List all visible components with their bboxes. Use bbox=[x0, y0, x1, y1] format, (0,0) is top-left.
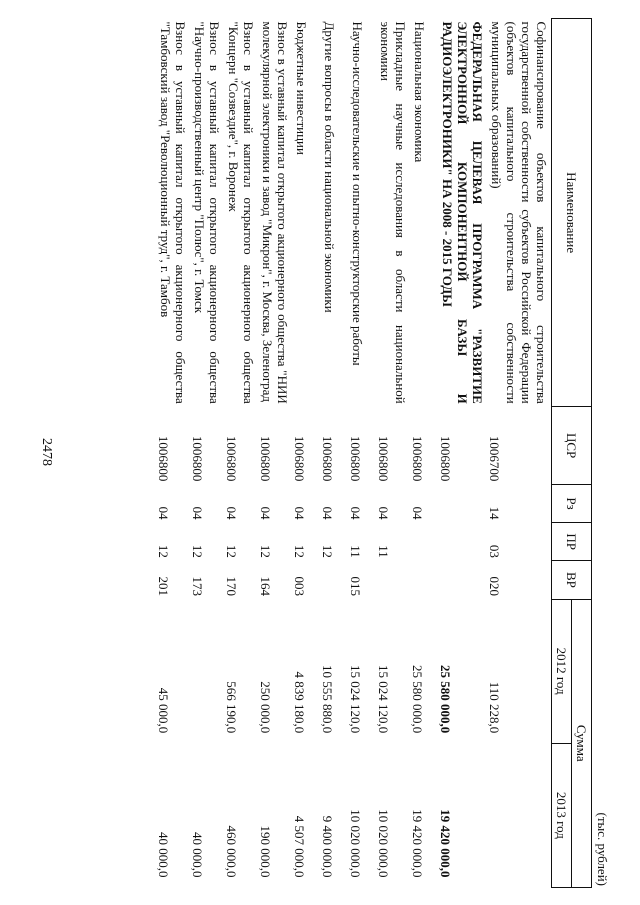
table-row bbox=[156, 19, 190, 888]
row-vr: 015 bbox=[348, 576, 363, 597]
row-vr: 201 bbox=[156, 576, 171, 597]
row-vr: 170 bbox=[224, 576, 239, 597]
header-csr: ЦСР bbox=[552, 407, 592, 485]
table-row bbox=[224, 19, 258, 888]
row-csr: 1006800 bbox=[258, 435, 273, 482]
row-name: Научно-исследовательские и опытно-конструкторские работы bbox=[350, 21, 365, 366]
row-vr: 173 bbox=[190, 576, 205, 597]
row-csr: 1006800 bbox=[438, 435, 453, 482]
row-name: Другие вопросы в области национальной экономики bbox=[322, 21, 337, 313]
row-2013 bbox=[487, 743, 552, 887]
row-csr: 1006800 bbox=[224, 435, 239, 482]
row-name: Прикладные научные исследования в области национальной экономики bbox=[378, 21, 408, 404]
header-2012: 2012 год bbox=[552, 599, 572, 743]
row-vr bbox=[376, 561, 410, 599]
row-csr: 1006800 bbox=[376, 435, 391, 482]
table-row bbox=[258, 19, 292, 888]
header-rz: Рз bbox=[552, 484, 592, 522]
row-name: Взнос в уставный капитал открытого акционерного общества "Концерн "Созвездие", г. Воронеж bbox=[226, 21, 256, 404]
row-2013: 40 000,0 bbox=[156, 832, 171, 878]
table-row bbox=[320, 19, 348, 888]
row-vr bbox=[320, 561, 348, 599]
row-name: Национальная экономика bbox=[412, 21, 427, 163]
table-row bbox=[487, 19, 552, 888]
row-2013: 19 420 000,0 bbox=[410, 809, 425, 878]
row-pr: 12 bbox=[156, 544, 171, 558]
table-body bbox=[156, 19, 552, 888]
header-sum: Сумма bbox=[572, 599, 592, 887]
row-2013: 460 000,0 bbox=[224, 825, 239, 878]
row-2013: 10 020 000,0 bbox=[376, 809, 391, 878]
row-name: Взнос в уставный капитал открытого акционерного общества "НИИ молекулярной электроники и завод "Микрон", г. Москва, Зеленоград bbox=[260, 21, 290, 404]
row-csr: 1006800 bbox=[190, 435, 205, 482]
header-name: Наименование bbox=[552, 19, 592, 407]
row-pr: 11 bbox=[376, 545, 391, 558]
row-vr: 003 bbox=[292, 576, 307, 597]
row-2013: 190 000,0 bbox=[258, 825, 273, 878]
table-row bbox=[376, 19, 410, 888]
row-rz: 04 bbox=[156, 506, 171, 520]
row-csr: 1006700 bbox=[487, 435, 502, 482]
row-csr: 1006800 bbox=[320, 435, 335, 482]
row-2012: 4 839 180,0 bbox=[292, 671, 307, 734]
row-2012: 15 024 120,0 bbox=[348, 664, 363, 734]
row-2012: 110 228,0 bbox=[487, 681, 502, 734]
table-row bbox=[292, 19, 320, 888]
row-2013: 10 020 000,0 bbox=[348, 809, 363, 878]
header-pr: ПР bbox=[552, 523, 592, 561]
row-pr bbox=[438, 523, 487, 561]
page-number: 2478 bbox=[39, 438, 54, 466]
row-rz: 04 bbox=[292, 506, 307, 520]
row-2012: 250 000,0 bbox=[258, 681, 273, 734]
row-pr: 03 bbox=[487, 544, 502, 558]
row-2012: 10 555 880,0 bbox=[320, 664, 335, 734]
row-vr bbox=[410, 561, 438, 599]
row-rz: 04 bbox=[410, 506, 425, 520]
row-name: Взнос в уставный капитал открытого акционерного общества "Тамбовский завод "Революционный труд", г. Тамбов bbox=[158, 21, 188, 404]
row-pr: 12 bbox=[320, 544, 335, 558]
row-2013: 19 420 000,0 bbox=[438, 809, 453, 878]
row-2013: 40 000,0 bbox=[190, 832, 205, 878]
table-row bbox=[410, 19, 438, 888]
row-2012: 25 580 000,0 bbox=[438, 664, 453, 734]
header-vr: ВР bbox=[552, 561, 592, 599]
table-row bbox=[190, 19, 224, 888]
budget-table bbox=[156, 18, 592, 888]
row-vr: 020 bbox=[487, 576, 502, 597]
row-csr: 1006800 bbox=[156, 435, 171, 482]
row-2013: 4 507 000,0 bbox=[292, 815, 307, 878]
row-csr: 1006800 bbox=[410, 435, 425, 482]
row-rz: 04 bbox=[348, 506, 363, 520]
header-2013: 2013 год bbox=[552, 743, 572, 887]
row-2012: 566 190,0 bbox=[224, 681, 239, 734]
row-pr bbox=[410, 523, 438, 561]
row-rz: 14 bbox=[487, 506, 502, 520]
row-rz: 04 bbox=[224, 506, 239, 520]
row-rz bbox=[438, 484, 487, 522]
row-vr: 164 bbox=[258, 576, 273, 597]
row-name: ФЕДЕРАЛЬНАЯ ЦЕЛЕВАЯ ПРОГРАММА "РАЗВИТИЕ ЭЛЕКТРОННОЙ КОМПОНЕНТНОЙ БАЗЫ И РАДИОЭЛЕКТРОНИКИ" НА 2008 - 2015 ГОДЫ bbox=[440, 21, 485, 404]
row-name: Бюджетные инвестиции bbox=[294, 21, 309, 155]
row-2012 bbox=[190, 599, 224, 743]
row-name: Софинансирование объектов капитального строительства государственной собственности субъектов Российской Федерации (объектов капитального строительства собственности муниципальных образований) bbox=[489, 21, 549, 404]
table-row bbox=[348, 19, 376, 888]
row-2012: 15 024 120,0 bbox=[376, 664, 391, 734]
row-rz: 04 bbox=[320, 506, 335, 520]
row-name: Взнос в уставный капитал открытого акционерного общества "Научно-производственный центр "Полюс", г. Томск bbox=[192, 21, 222, 404]
row-pr: 12 bbox=[190, 544, 205, 558]
budget-table-rotated bbox=[90, 18, 610, 888]
row-2012: 45 000,0 bbox=[156, 687, 171, 734]
row-2012: 25 580 000,0 bbox=[410, 664, 425, 734]
row-pr: 11 bbox=[348, 545, 363, 558]
row-pr: 12 bbox=[292, 544, 307, 558]
row-csr: 1006800 bbox=[292, 435, 307, 482]
row-2013: 9 400 000,0 bbox=[320, 815, 335, 878]
row-vr bbox=[438, 561, 487, 599]
units-label: (тыс. рублей) bbox=[595, 812, 610, 886]
row-rz: 04 bbox=[376, 506, 391, 520]
row-pr: 12 bbox=[258, 544, 273, 558]
row-csr: 1006800 bbox=[348, 435, 363, 482]
row-rz: 04 bbox=[258, 506, 273, 520]
row-rz: 04 bbox=[190, 506, 205, 520]
row-pr: 12 bbox=[224, 544, 239, 558]
table-row bbox=[438, 19, 487, 888]
